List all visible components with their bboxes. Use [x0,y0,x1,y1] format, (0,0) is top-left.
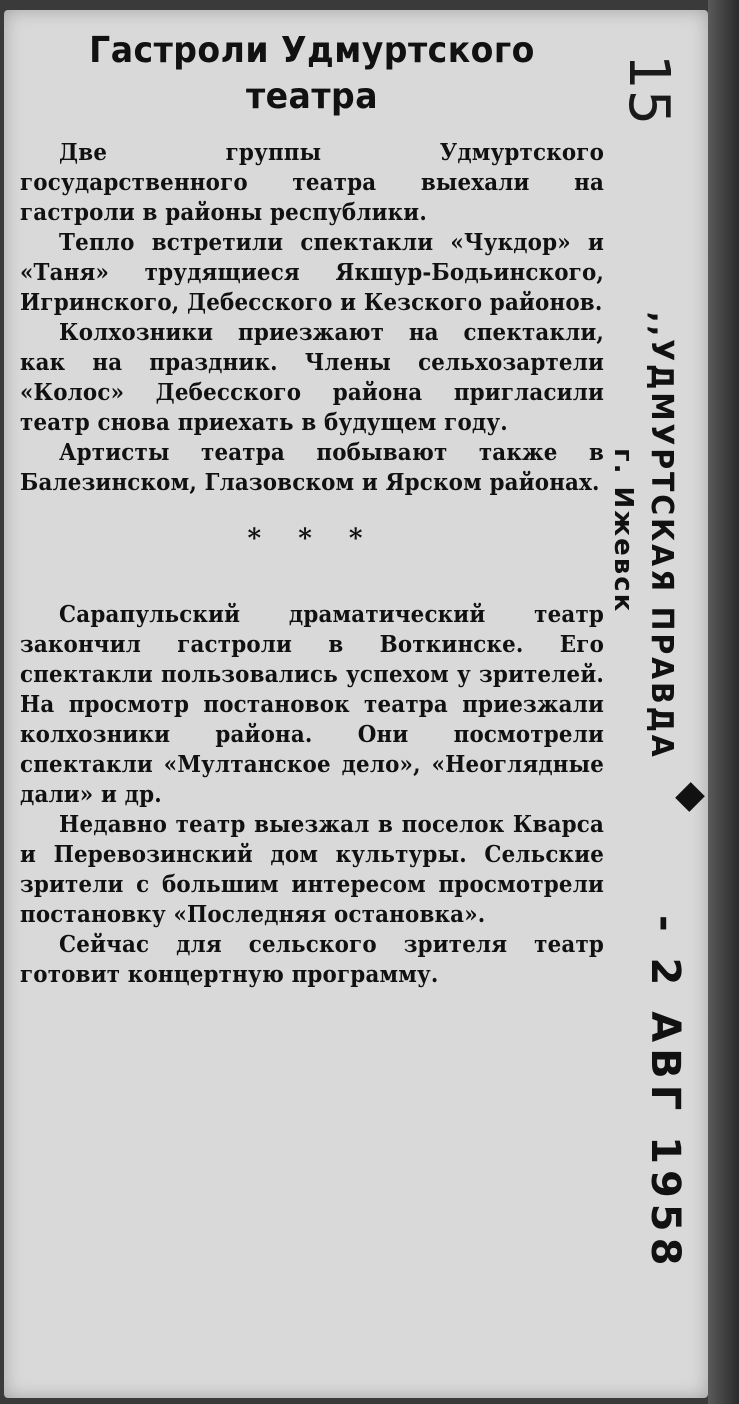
article [20,28,604,990]
newspaper-clipping [4,10,708,1398]
paragraph: Колхозники приезжают на спектакли, как на праздник. Члены сельхозартели «Колос» Дебесского района пригласили театр снова приехать в будущем году. [20,319,605,436]
stamp-city: г. Ижевск [608,448,638,614]
stamp-bullet-icon [675,782,705,812]
stamp-newspaper-name: ,,УДМУРТСКАЯ ПРАВДА [644,311,679,760]
handwritten-number: 15 [616,54,681,126]
paragraph: Недавно театр выезжал в поселок Кварса и Перевозинский дом культуры. Сельские зрители с большим интересом просмотрели постановку «Последняя остановка». [20,811,605,928]
paragraph: Сарапульский драматический театр закончил гастроли в Воткинске. Его спектакли пользовались успехом у зрителей. На просмотр постановок театра приезжали колхозники района. Они посмотрели спектакли «Мултанское дело», «Неоглядные дали» и др. [20,601,605,808]
paragraph: Тепло встретили спектакли «Чукдор» и «Таня» трудящиеся Якшур-Бодьинского, Игринского, Дебесского и Кезского районов. [20,229,605,316]
paragraph: Артисты театра побывают также в Балезинском, Глазовском и Ярском районах. [20,439,605,496]
background-edge [708,0,739,1404]
headline-line-2: театра [245,76,379,117]
stamp-date: - 2 АВГ 1958 [642,915,688,1272]
section-separator: * * * [247,524,377,554]
headline-line-1: Гастроли Удмуртского [89,30,535,71]
headline [43,28,580,120]
paragraph: Две группы Удмуртского государственного театра выехали на гастроли в районы республики. [20,139,605,226]
paragraph: Сейчас для сельского зрителя театр готовит концертную программу. [20,931,605,988]
